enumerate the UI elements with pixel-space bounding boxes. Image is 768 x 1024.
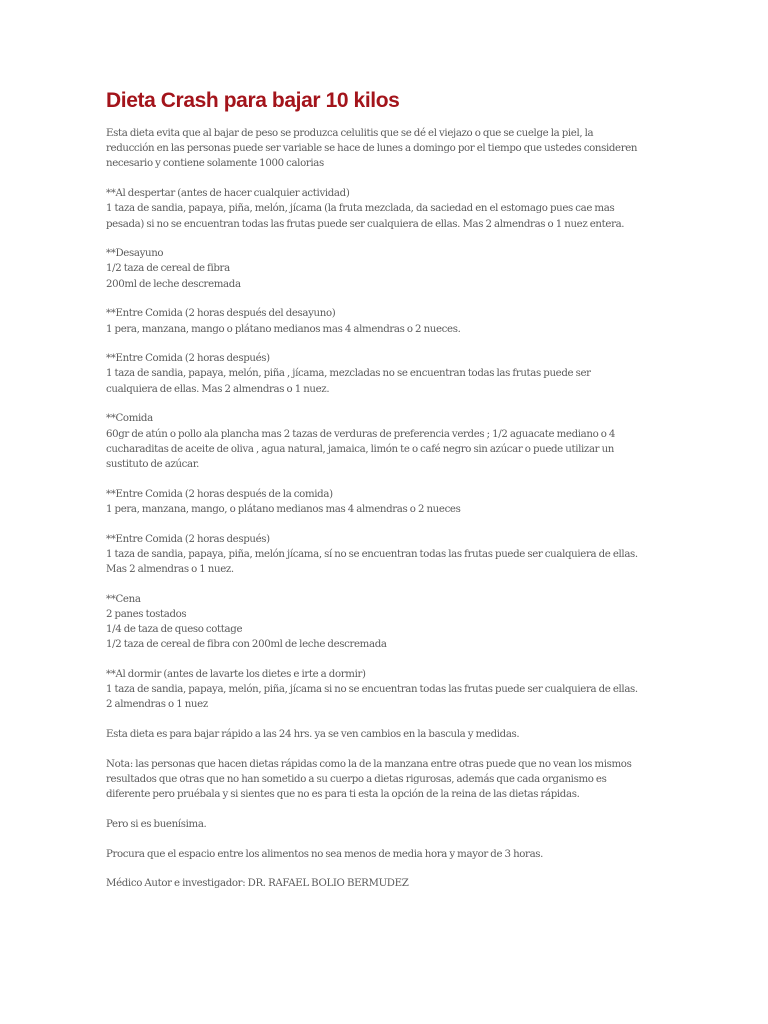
text-line: 1 pera, manzana, mango, o plátano medianos mas 4 almendras o 2 nueces xyxy=(106,503,461,515)
text-line: diferente pero pruébala y si sientes que no es para ti esta la opción de la reina de las dietas rápidas. xyxy=(106,789,580,801)
section-heading: **Al dormir (antes de lavarte los dietes e irte a dormir) xyxy=(106,668,366,680)
section-heading: **Entre Comida (2 horas después del desayuno) xyxy=(106,308,336,320)
intro-paragraph xyxy=(106,126,666,172)
text-line: Esta dieta evita que al bajar de peso se produzca celulitis que se dé el viejazo o que se cuelge la piel, la xyxy=(106,128,594,139)
section-heading: **Entre Comida (2 horas después de la comida) xyxy=(106,488,333,500)
section-entre-comida-1 xyxy=(106,306,666,336)
text-line: 60gr de atún o pollo ala plancha mas 2 tazas de verduras de preferencia verdes ; 1/2 aguacate mediano o 4 xyxy=(106,428,616,440)
section-heading: **Desayuno xyxy=(106,248,164,260)
section-comida xyxy=(106,411,666,472)
text-line: 1 taza de sandia, papaya, piña, melón jícama, sí no se encuentran todas las frutas puede ser cualquiera de ellas. xyxy=(106,548,638,560)
text-line: 1 taza de sandia, papaya, piña, melón, jícama (la fruta mezclada, da saciedad en el estomago pues cae mas xyxy=(106,203,615,215)
text-line: 1 pera, manzana, mango o plátano medianos mas 4 almendras o 2 nueces. xyxy=(106,323,461,335)
text-line: Esta dieta es para bajar rápido a las 24 hrs. ya se ven cambios en la bascula y medidas. xyxy=(106,729,520,741)
text-line: Médico Autor e investigador: DR. RAFAEL BOLIO BERMUDEZ xyxy=(106,878,409,890)
section-heading: **Entre Comida (2 horas después) xyxy=(106,353,270,365)
text-line: 200ml de leche descremada xyxy=(106,278,241,290)
text-line: 2 panes tostados xyxy=(106,608,187,620)
text-line: 1 taza de sandia, papaya, melón, piña, jícama si no se encuentran todas las frutas puede ser cualquiera de ellas. xyxy=(106,684,638,696)
text-line: Pero si es buenísima. xyxy=(106,818,207,830)
section-cena xyxy=(106,592,666,653)
section-heading: **Entre Comida (2 horas después) xyxy=(106,533,270,545)
summary-paragraph xyxy=(106,727,666,742)
document-page xyxy=(106,88,666,906)
note-paragraph xyxy=(106,757,666,803)
text-line: resultados que otras que no han sometido a su cuerpo a dietas rigurosas, además que cada organismo es xyxy=(106,774,607,785)
text-line: Mas 2 almendras o 1 nuez. xyxy=(106,563,234,575)
section-heading: **Comida xyxy=(106,413,153,425)
advice-paragraph xyxy=(106,847,666,862)
section-al-dormir xyxy=(106,667,666,713)
text-line: 2 almendras o 1 nuez xyxy=(106,699,208,711)
author-credit xyxy=(106,876,666,891)
text-line: 1 taza de sandia, papaya, melón, piña , jícama, mezcladas no se encuentran todas las frutas puede ser xyxy=(106,368,591,380)
section-entre-comida-3 xyxy=(106,487,666,517)
text-line: cualquiera de ellas. Mas 2 almendras o 1 nuez. xyxy=(106,383,330,395)
text-line: necesario y contiene solamente 1000 calorias xyxy=(106,158,324,170)
text-line: reducción en las personas puede ser variable se hace de lunes a domingo por el tiempo que ustedes consideren xyxy=(106,143,638,155)
remark-paragraph xyxy=(106,817,666,832)
text-line: 1/2 taza de cereal de fibra xyxy=(106,263,230,275)
text-line: pesada) si no se encuentran todas las frutas puede ser cualquiera de ellas. Mas 2 almendras o 1 nuez entera. xyxy=(106,218,625,230)
text-line: Nota: las personas que hacen dietas rápidas como la de la manzana entre otras puede que no vean los mismos xyxy=(106,758,632,770)
section-entre-comida-2 xyxy=(106,351,666,397)
section-al-despertar xyxy=(106,186,666,232)
text-line: Procura que el espacio entre los alimentos no sea menos de media hora y mayor de 3 horas. xyxy=(106,848,544,860)
document-title: Dieta Crash para bajar 10 kilos xyxy=(106,89,400,112)
text-line: cucharaditas de aceite de oliva , agua natural, jamaica, limón te o café negro sin azúcar o puede utilizar un xyxy=(106,443,614,455)
section-entre-comida-4 xyxy=(106,532,666,578)
section-desayuno xyxy=(106,246,666,292)
section-heading: **Cena xyxy=(106,593,141,605)
text-line: 1/2 taza de cereal de fibra con 200ml de leche descremada xyxy=(106,639,387,651)
text-line: 1/4 de taza de queso cottage xyxy=(106,624,243,636)
section-heading: **Al despertar (antes de hacer cualquier actividad) xyxy=(106,188,350,200)
text-line: sustituto de azúcar. xyxy=(106,458,200,470)
